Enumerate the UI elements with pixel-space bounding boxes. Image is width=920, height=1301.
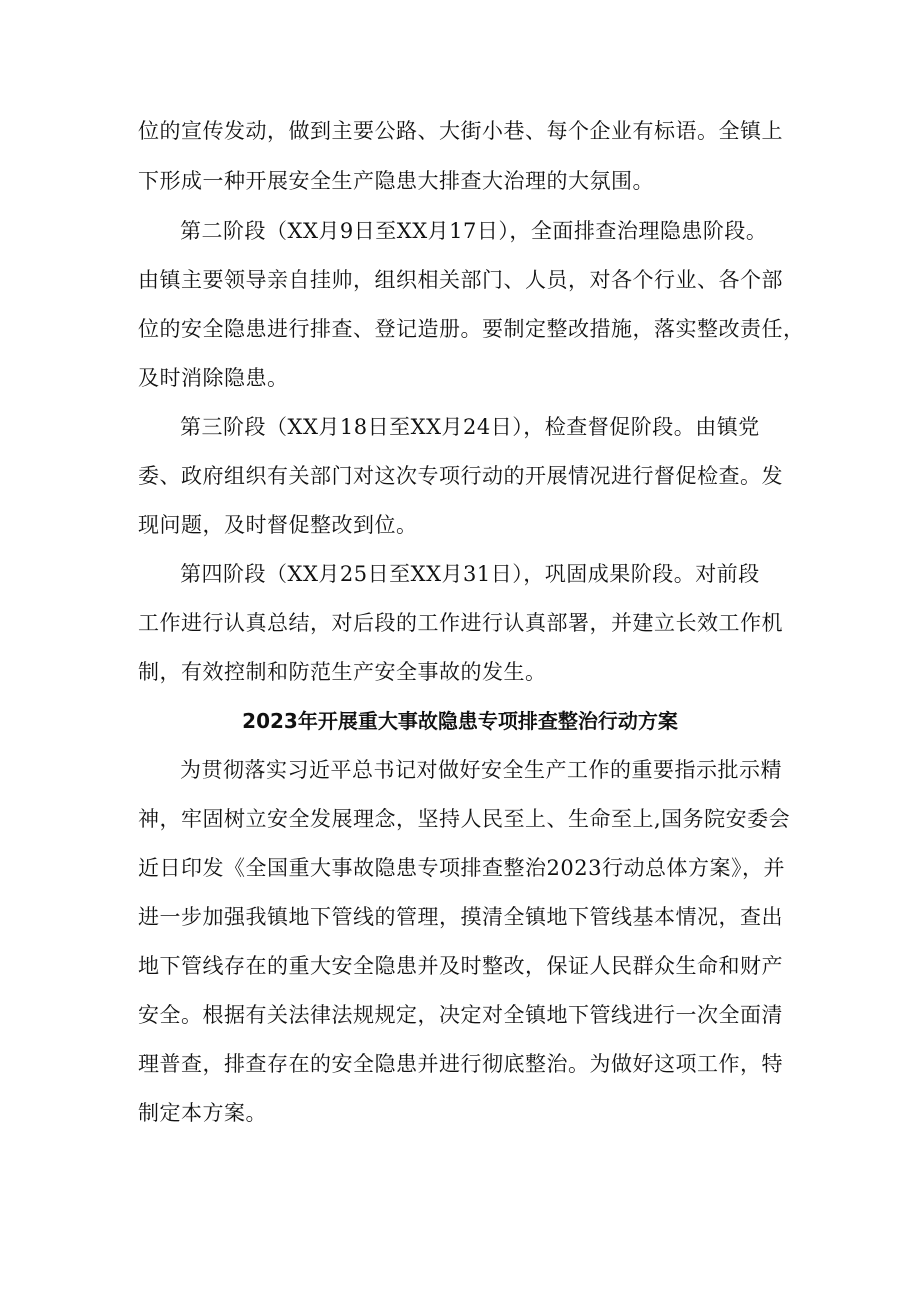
intro-line: 进一步加强我镇地下管线的管理，摸清全镇地下管线基本情况，查出	[138, 905, 783, 929]
intro-line: 理普查，排查存在的安全隐患并进行彻底整治。为做好这项工作，特	[138, 1052, 783, 1076]
stage2-line: 第二阶段（XX月9日至XX月17日），全面排查治理隐患阶段。	[180, 219, 768, 243]
stage4-line: 第四阶段（XX月25日至XX月31日），巩固成果阶段。对前段	[180, 562, 760, 586]
intro-line: 为贯彻落实习近平总书记对做好安全生产工作的重要指示批示精	[180, 758, 782, 782]
stage3-line: 现问题，及时督促整改到位。	[138, 513, 418, 537]
intro-line: 近日印发《全国重大事故隐患专项排查整治2023行动总体方案》，并	[138, 856, 785, 880]
intro-line: 安全。根据有关法律法规规定，决定对全镇地下管线进行一次全面清	[138, 1003, 783, 1027]
stage3-line: 委、政府组织有关部门对这次专项行动的开展情况进行督促检查。发	[138, 464, 783, 488]
intro-line: 地下管线存在的重大安全隐患并及时整改，保证人民群众生命和财产	[138, 954, 783, 978]
stage2-line: 及时消除隐患。	[138, 366, 289, 390]
stage3-line: 第三阶段（XX月18日至XX月24日），检查督促阶段。由镇党	[180, 415, 760, 439]
stage4-line: 制，有效控制和防范生产安全事故的发生。	[138, 660, 547, 684]
stage2-line: 由镇主要领导亲自挂帅，组织相关部门、人员，对各个行业、各个部	[138, 268, 783, 292]
intro-line: 制定本方案。	[138, 1101, 267, 1125]
paragraph-line: 位的宣传发动，做到主要公路、大街小巷、每个企业有标语。全镇上	[138, 119, 783, 143]
stage2-line: 位的安全隐患进行排查、登记造册。要制定整改措施，落实整改责任，	[138, 317, 805, 341]
intro-line: 神，牢固树立安全发展理念，坚持人民至上、生命至上,国务院安委会	[138, 807, 791, 831]
paragraph-line: 下形成一种开展安全生产隐患大排查大治理的大氛围。	[138, 169, 654, 193]
stage4-line: 工作进行认真总结，对后段的工作进行认真部署，并建立长效工作机	[138, 611, 783, 635]
document-title: 2023年开展重大事故隐患专项排查整治行动方案	[242, 709, 678, 733]
